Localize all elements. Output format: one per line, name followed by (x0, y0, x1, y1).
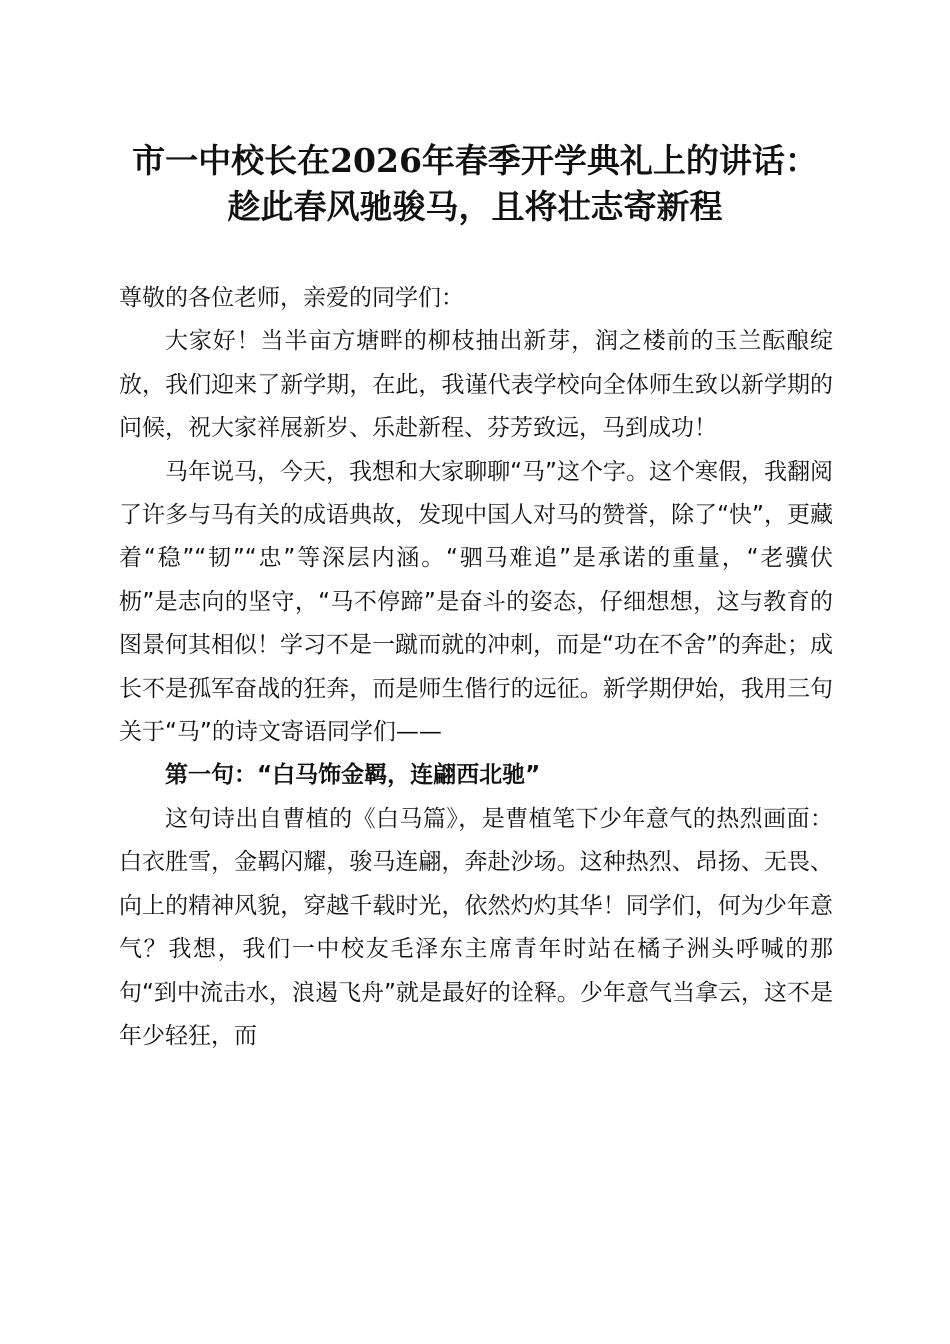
speech-body (119, 277, 833, 1058)
paragraph-horse-theme: 马年说马，今天，我想和大家聊聊“马”这个字。这个寒假，我翻阅了许多与马有关的成语典故，发现中国人对马的赞誉，除了“快”，更藏着“稳”“韧”“忠”等深层内涵。“驷马难追”是承诺的重量，“老骥伏枥”是志向的坚守，“马不停蹄”是奋斗的姿态，仔细想想，这与教育的图景何其相似！学习不是一蹴而就的冲刺，而是“功在不舍”的奔赴；成长不是孤军奋战的狂奔，而是师生偕行的远征。新学期伊始，我用三句关于“马”的诗文寄语同学们—— (119, 458, 833, 746)
speech-title (100, 138, 850, 230)
title-line-2: 趁此春风驰骏马，且将壮志寄新程 (227, 187, 723, 226)
paragraph-greeting: 大家好！当半亩方塘畔的柳枝抽出新芽，润之楼前的玉兰酝酿绽放，我们迎来了新学期，在此，我谨代表学校向全体师生致以新学期的问候，祝大家祥展新岁、乐赴新程、芬芳致远，马到成功！ (119, 328, 833, 442)
section-heading-first-verse: 第一句：“白马饰金羁，连翩西北驰” (165, 762, 541, 789)
title-line-1: 市一中校长在2026年春季开学典礼上的讲话： (132, 141, 818, 180)
paragraph-first-verse: 这句诗出自曹植的《白马篇》，是曹植笔下少年意气的热烈画面：白衣胜雪，金羁闪耀，骏马连翩，奔赴沙场。这种热烈、昂扬、无畏、向上的精神风貌，穿越千载时光，依然灼灼其华！同学们，何为少年意气？我想，我们一中校友毛泽东主席青年时站在橘子洲头呼喊的那句“到中流击水，浪遏飞舟”就是最好的诠释。少年意气当拿云，这不是年少轻狂，而 (119, 805, 833, 1049)
salutation: 尊敬的各位老师，亲爱的同学们： (119, 285, 464, 311)
